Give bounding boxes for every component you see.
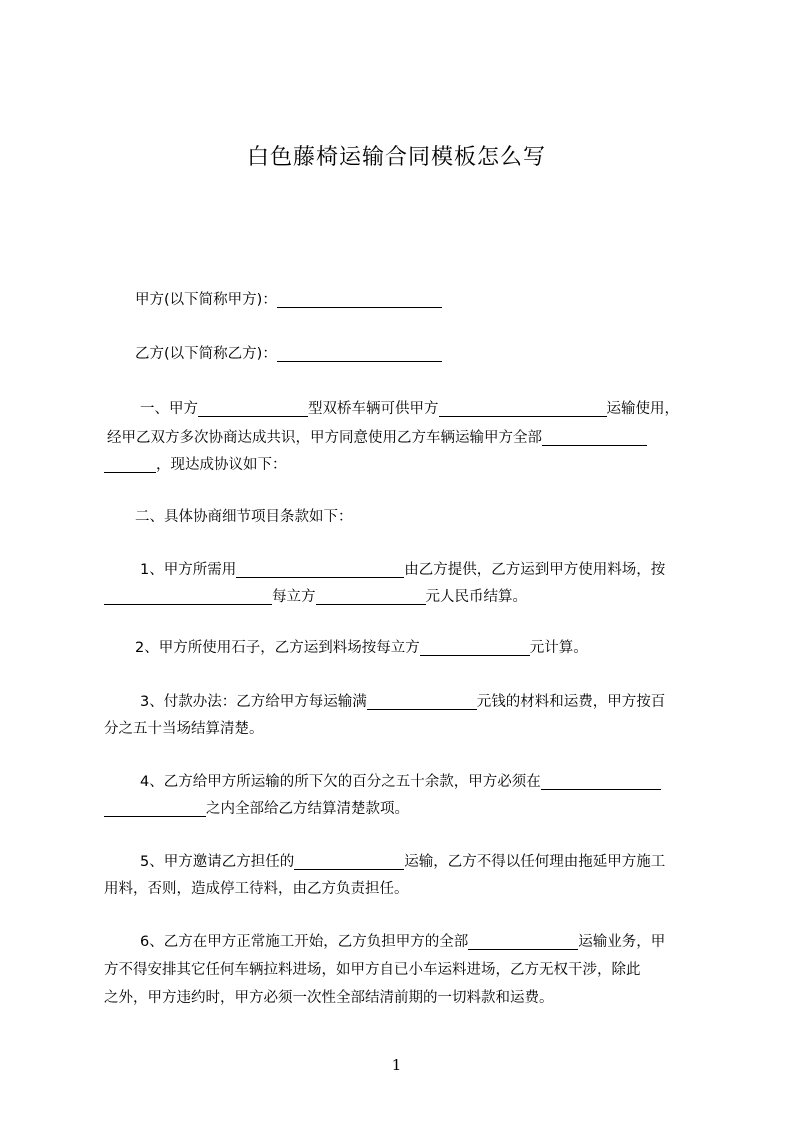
party-a-blank[interactable] (277, 291, 442, 308)
item-6-line-2: 方不得安排其它任何车辆拉料进场，如甲方自已小车运料进场，乙方无权干涉，除此 (104, 962, 641, 978)
item-2-text-a: 2、甲方所使用石子，乙方运到料场按每立方 (135, 640, 420, 656)
item-3-line-1 (140, 688, 750, 717)
item-5-line-1 (140, 848, 750, 877)
item-4-text-b: 之内全部给乙方结算清楚款项。 (206, 801, 409, 817)
item-6-line-1 (140, 928, 750, 957)
clause-1-text-a: 一、甲方 (140, 401, 198, 417)
item-6-text-a: 6、乙方在甲方正常施工开始，乙方负担甲方的全部 (140, 934, 469, 950)
payment-amount-blank[interactable] (367, 693, 477, 710)
item-6-text-b: 运输业务，甲 (578, 934, 666, 950)
clause-1-text-b: 型双桥车辆可供甲方 (308, 401, 439, 417)
item-1-line-1 (140, 556, 750, 585)
item-5-text-a: 5、甲方邀请乙方担任的 (140, 854, 295, 870)
item-3-line-2: 分之五十当场结算清楚。 (104, 721, 264, 737)
item-1-text-b: 由乙方提供，乙方运到甲方使用料场，按 (404, 562, 666, 578)
cargo-blank-2[interactable] (104, 456, 156, 473)
unit-price-blank[interactable] (316, 588, 426, 605)
item-5-text-b: 运输，乙方不得以任何理由拖延甲方施工 (404, 854, 666, 870)
item-3-text-b: 元钱的材料和运费，甲方按百 (476, 694, 666, 710)
vehicle-type-blank[interactable] (198, 400, 308, 417)
item-1-text-d: 元人民币结算。 (425, 589, 527, 605)
item-4-text-a: 4、乙方给甲方所运输的所下欠的百分之五十余款，甲方必须在 (140, 774, 541, 790)
item-3-text-a: 3、付款办法：乙方给甲方每运输满 (140, 694, 367, 710)
clause-1-line-2 (107, 424, 717, 453)
stone-price-blank[interactable] (420, 639, 530, 656)
item-6-line-3: 之外，甲方违约时，甲方必须一次性全部结清前期的一切料款和运费。 (104, 990, 554, 1006)
clause-1-line-1 (140, 395, 750, 424)
deadline-blank-2[interactable] (104, 800, 206, 817)
clause-1-text-e: ，现达成协议如下： (156, 457, 287, 473)
item-2-text-b: 元计算。 (529, 640, 588, 656)
item-1-line-2 (104, 583, 714, 612)
party-a-line (135, 286, 745, 315)
item-1-text-c: 每立方 (272, 589, 316, 605)
cargo-blank-1[interactable] (542, 429, 647, 446)
volume-blank[interactable] (104, 588, 272, 605)
item-4-line-1 (140, 768, 750, 797)
party-b-label: 乙方(以下简称乙方)： (135, 346, 277, 362)
clause-2-heading: 二、具体协商细节项目条款如下： (135, 509, 353, 525)
deadline-blank-1[interactable] (541, 773, 661, 790)
clause-1-text-d: 经甲乙双方多次协商达成共识，甲方同意使用乙方车辆运输甲方全部 (107, 430, 542, 446)
party-a-label: 甲方(以下简称甲方)： (135, 292, 277, 308)
transport-item-blank[interactable] (439, 400, 607, 417)
item-2-line (135, 634, 745, 663)
page-number: 1 (391, 1056, 402, 1074)
item-4-line-2 (104, 795, 714, 824)
party-b-line (135, 340, 745, 369)
transport-business-blank[interactable] (468, 933, 578, 950)
material-blank[interactable] (236, 561, 404, 578)
party-b-blank[interactable] (277, 345, 442, 362)
item-1-text-a: 1、甲方所需用 (140, 562, 237, 578)
document-title: 白色藤椅运输合同模板怎么写 (246, 145, 546, 170)
clause-1-line-3 (104, 451, 714, 480)
transport-task-blank[interactable] (294, 853, 404, 870)
clause-1-text-c: 运输使用， (606, 401, 679, 417)
item-5-line-2: 用料，否则，造成停工待料，由乙方负责担任。 (104, 881, 409, 897)
